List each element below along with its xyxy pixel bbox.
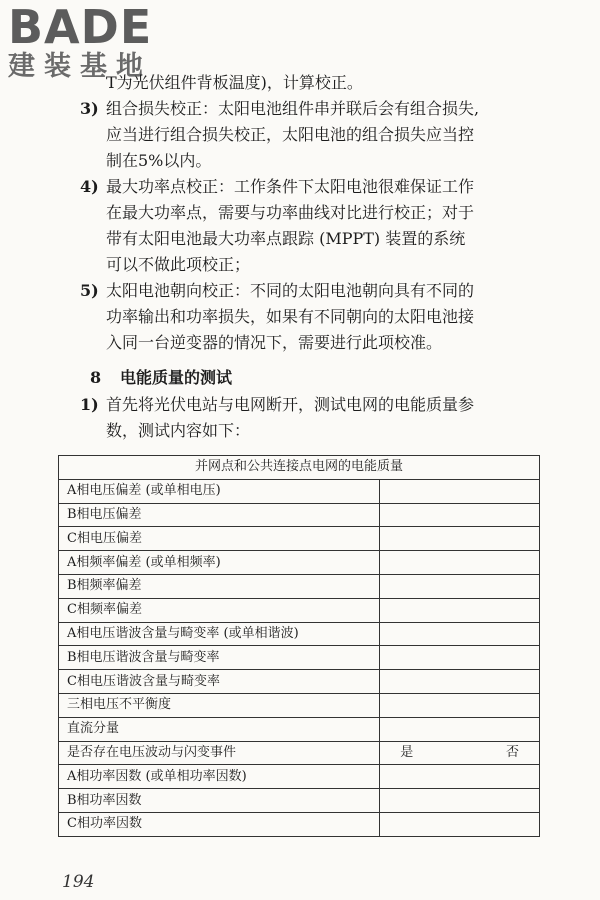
row-label: A相功率因数 (或单相功率因数) <box>59 765 380 789</box>
item-5-text-1: 太阳电池朝向校正：不同的太阳电池朝向具有不同的 <box>106 281 475 300</box>
item-4-text-1: 最大功率点校正：工作条件下太阳电池很难保证工作 <box>106 177 475 196</box>
table-row <box>59 646 540 670</box>
table-row <box>59 693 540 717</box>
item-3-number: 3) <box>80 99 99 118</box>
row-label: B相频率偏差 <box>59 574 380 598</box>
row-value-cell <box>380 622 540 646</box>
item-4-line-4: 可以不做此项校正； <box>106 255 251 274</box>
item-3-line-1 <box>80 96 550 122</box>
intro-line: T为光伏组件背板温度)，计算校正。 <box>106 73 363 92</box>
row-value-cell <box>380 717 540 741</box>
item-1-number: 1) <box>80 395 99 414</box>
table-header-row <box>59 456 540 480</box>
item-3-line-2: 应当进行组合损失校正，太阳电池的组合损失应当控 <box>106 125 475 144</box>
power-quality-table <box>58 455 540 837</box>
row-value-cell <box>380 693 540 717</box>
row-label: A相电压谐波含量与畸变率 (或单相谐波) <box>59 622 380 646</box>
table-row <box>59 622 540 646</box>
row-label: 是否存在电压波动与闪变事件 <box>59 741 380 765</box>
section-8 <box>90 365 560 391</box>
item-1 <box>80 392 550 444</box>
row-label: A相电压偏差 (或单相电压) <box>59 479 380 503</box>
item-5-line-1 <box>80 278 550 304</box>
row-label: 直流分量 <box>59 717 380 741</box>
row-label: C相电压偏差 <box>59 527 380 551</box>
yes-no-cell <box>380 741 540 765</box>
section-8-number: 8 <box>90 368 102 387</box>
item-4-number: 4) <box>80 177 99 196</box>
row-value-cell <box>380 479 540 503</box>
item-1-line-2: 数，测试内容如下： <box>106 421 251 440</box>
table-header: 并网点和公共连接点电网的电能质量 <box>59 456 540 480</box>
row-value-cell <box>380 598 540 622</box>
item-5-line-3: 入同一台逆变器的情况下，需要进行此项校准。 <box>106 333 443 352</box>
body-text <box>80 70 550 356</box>
item-4-line-1 <box>80 174 550 200</box>
row-value-cell <box>380 503 540 527</box>
no-label: 否 <box>505 744 519 760</box>
table-row-yes-no <box>59 741 540 765</box>
table-row <box>59 670 540 694</box>
item-5-line-2: 功率输出和功率损失，如果有不同朝向的太阳电池接 <box>106 307 475 326</box>
logo-subtitle: 建装基地 <box>8 51 152 82</box>
row-label: C相频率偏差 <box>59 598 380 622</box>
logo-title: BADE <box>8 0 153 54</box>
row-value-cell <box>380 789 540 813</box>
table-row <box>59 574 540 598</box>
row-label: C相功率因数 <box>59 812 380 836</box>
row-value-cell <box>380 646 540 670</box>
table-row <box>59 598 540 622</box>
item-3-text-1: 组合损失校正：太阳电池组件串并联后会有组合损失, <box>106 99 480 118</box>
item-4-line-2: 在最大功率点，需要与功率曲线对比进行校正；对于 <box>106 203 475 222</box>
row-value-cell <box>380 574 540 598</box>
table-row <box>59 812 540 836</box>
item-1-line-1 <box>80 392 550 418</box>
table-row <box>59 789 540 813</box>
item-3-line-3: 制在5%以内。 <box>106 151 212 170</box>
row-value-cell <box>380 527 540 551</box>
page-number: 194 <box>62 872 95 892</box>
row-label: B相电压偏差 <box>59 503 380 527</box>
section-8-title: 电能质量的测试 <box>120 368 233 387</box>
row-value-cell <box>380 765 540 789</box>
row-value-cell <box>380 812 540 836</box>
row-value-cell <box>380 551 540 575</box>
item-4-line-3: 带有太阳电池最大功率点跟踪 (MPPT) 装置的系统 <box>106 229 466 248</box>
item-5-number: 5) <box>80 281 99 300</box>
row-label: A相频率偏差 (或单相频率) <box>59 551 380 575</box>
item-1-text-1: 首先将光伏电站与电网断开，测试电网的电能质量参 <box>106 395 475 414</box>
table-row <box>59 717 540 741</box>
row-label: B相功率因数 <box>59 789 380 813</box>
row-value-cell <box>380 670 540 694</box>
table-row <box>59 503 540 527</box>
row-label: 三相电压不平衡度 <box>59 693 380 717</box>
table-row <box>59 765 540 789</box>
yes-label: 是 <box>400 744 414 760</box>
section-8-heading <box>90 365 560 391</box>
table-row <box>59 479 540 503</box>
row-label: B相电压谐波含量与畸变率 <box>59 646 380 670</box>
table-row <box>59 527 540 551</box>
row-label: C相电压谐波含量与畸变率 <box>59 670 380 694</box>
table-row <box>59 551 540 575</box>
